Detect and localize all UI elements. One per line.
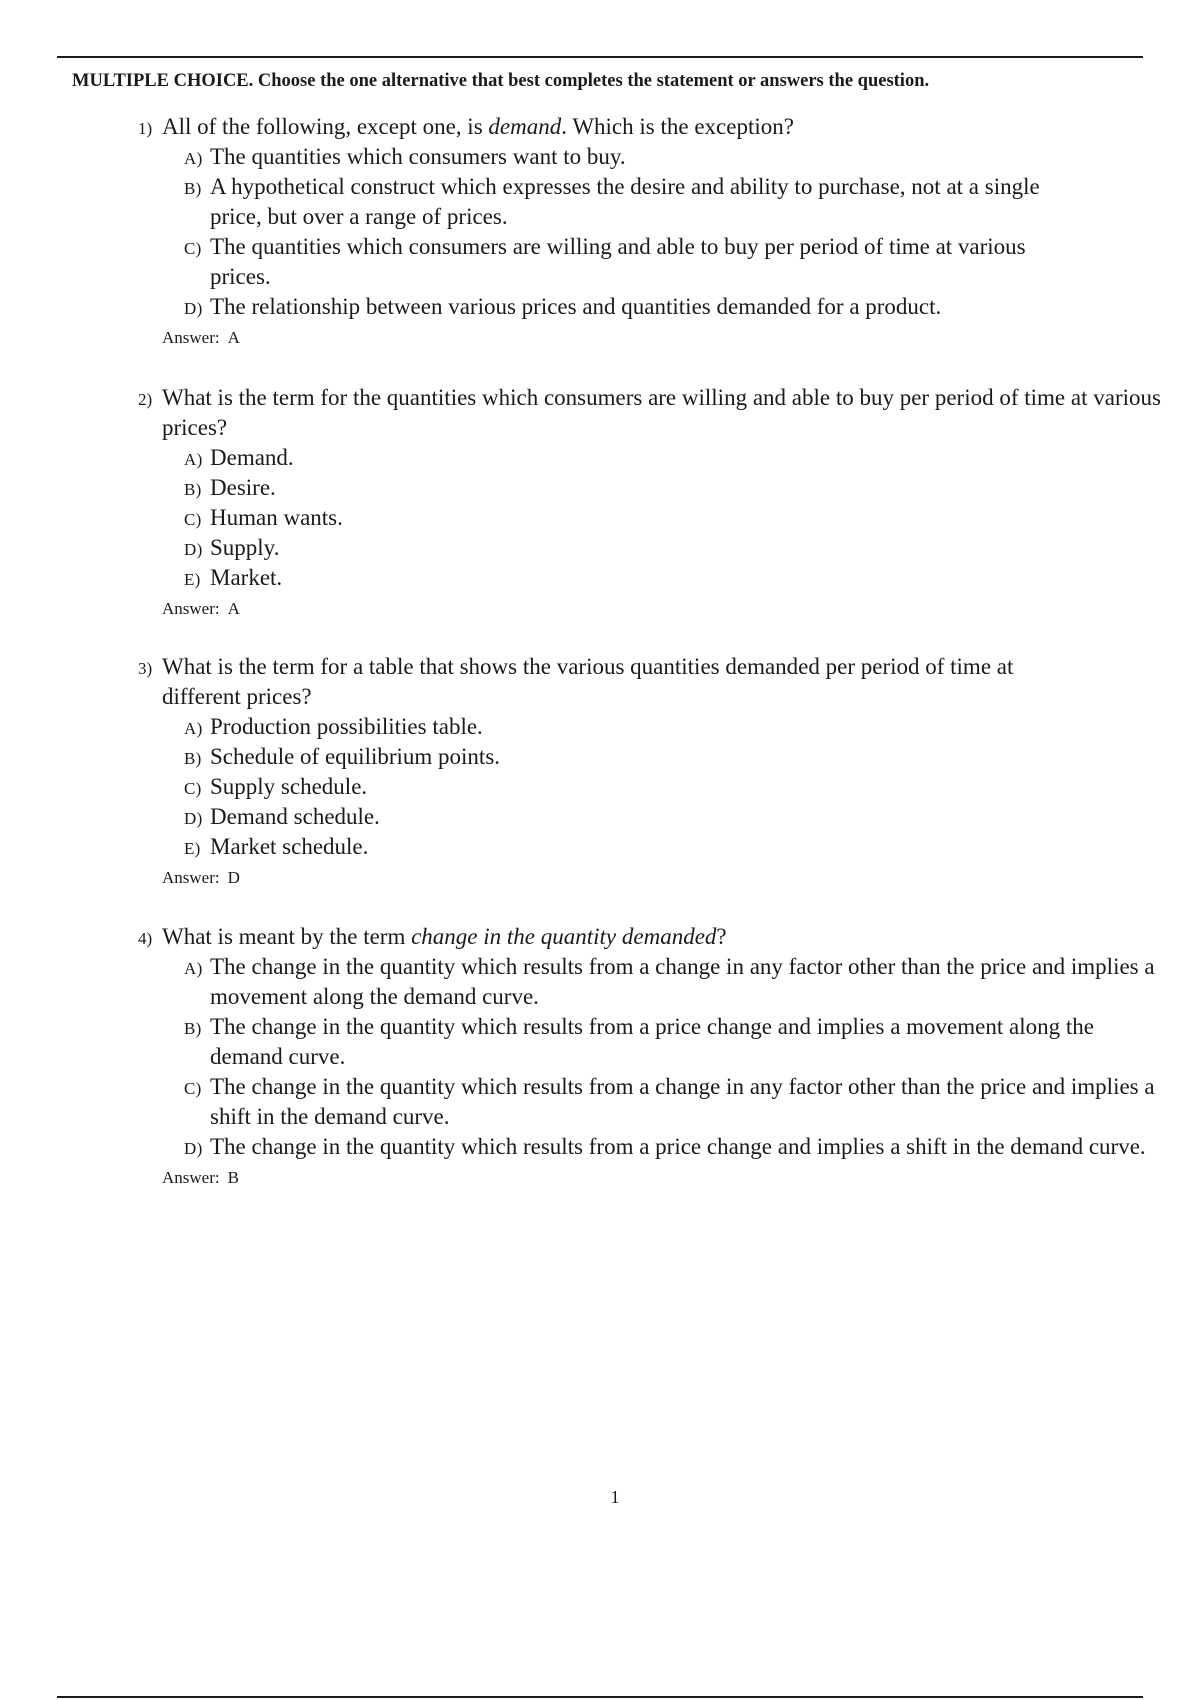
option-label: D) — [184, 1139, 203, 1158]
option-a — [138, 443, 1138, 473]
option-label: B) — [184, 179, 202, 198]
stem-text: What is the term for the quantities which consumers are willing and able to buy per period of time at various prices? — [162, 385, 1161, 440]
option-text: Schedule of equilibrium points. — [210, 744, 501, 769]
answer-label: Answer: — [162, 868, 220, 887]
option-label: E) — [184, 570, 201, 589]
option-a — [138, 142, 1138, 172]
option-label: D) — [184, 540, 203, 559]
options-list — [138, 142, 1138, 322]
option-label: C) — [184, 1079, 202, 1098]
question-1 — [138, 112, 1138, 352]
top-rule — [57, 56, 1143, 58]
question-3 — [138, 652, 1138, 892]
options-list — [138, 443, 1138, 593]
option-c — [138, 1072, 1170, 1132]
option-text: Demand schedule. — [210, 804, 380, 829]
stem-emphasis: change in the quantity demanded — [411, 924, 717, 949]
stem-emphasis: demand — [488, 114, 562, 139]
question-number: 2) — [138, 390, 153, 409]
answer-label: Answer: — [162, 599, 220, 618]
question-number: 1) — [138, 119, 153, 138]
option-label: E) — [184, 839, 201, 858]
option-label: B) — [184, 480, 202, 499]
option-b — [138, 473, 1138, 503]
stem-text: All of the following, except one, is — [162, 114, 489, 139]
option-label: D) — [184, 809, 203, 828]
option-label: C) — [184, 510, 202, 529]
options-list — [138, 712, 1138, 862]
option-d — [138, 292, 1138, 322]
option-text: Supply schedule. — [210, 774, 368, 799]
option-label: C) — [184, 779, 202, 798]
option-label: A) — [184, 959, 203, 978]
option-text: The quantities which consumers want to buy. — [210, 144, 626, 169]
option-d — [138, 1132, 1200, 1162]
option-text: Production possibilities table. — [210, 714, 483, 739]
option-label: D) — [184, 299, 203, 318]
option-c — [138, 232, 1090, 292]
option-label: A) — [184, 149, 203, 168]
option-text: The relationship between various prices and quantities demanded for a product. — [210, 294, 942, 319]
option-text: Supply. — [210, 535, 280, 560]
answer-label: Answer: — [162, 1168, 220, 1187]
stem-text: What is the term for a table that shows the various quantities demanded per period of time at different prices? — [162, 654, 1014, 709]
option-label: B) — [184, 1019, 202, 1038]
option-text: Market schedule. — [210, 834, 369, 859]
option-text: The change in the quantity which results from a change in any factor other than the price and implies a shift in the demand curve. — [210, 1074, 1155, 1129]
answer-label: Answer: — [162, 328, 220, 347]
answer-line — [138, 595, 1138, 623]
instructions-heading: MULTIPLE CHOICE. Choose the one alternative that best completes the statement or answers the question. — [72, 71, 930, 91]
option-e — [138, 832, 1138, 862]
option-text: The change in the quantity which results from a change in any factor other than the price and implies a movement along the demand curve. — [210, 954, 1155, 1009]
question-stem — [138, 383, 1162, 443]
stem-text-end: ? — [716, 924, 727, 949]
page-number: 1 — [610, 1487, 620, 1507]
option-text: The change in the quantity which results from a price change and implies a shift in the demand curve. — [210, 1134, 1146, 1159]
answer-value: A — [227, 328, 240, 347]
option-d — [138, 533, 1138, 563]
option-text: Desire. — [210, 475, 276, 500]
question-stem — [138, 922, 1138, 952]
answer-value: A — [227, 599, 240, 618]
answer-value: D — [227, 868, 240, 887]
question-number: 4) — [138, 929, 153, 948]
option-text: The change in the quantity which results from a price change and implies a movement along the demand curve. — [210, 1014, 1094, 1069]
option-a — [138, 952, 1170, 1012]
options-list — [138, 952, 1155, 1162]
bottom-rule — [57, 1696, 1143, 1698]
option-d — [138, 802, 1138, 832]
option-c — [138, 503, 1138, 533]
answer-line — [138, 1164, 1138, 1192]
option-label: C) — [184, 239, 202, 258]
option-b — [138, 172, 1090, 232]
option-label: A) — [184, 719, 203, 738]
option-label: B) — [184, 749, 202, 768]
question-2 — [138, 383, 1161, 623]
question-4 — [138, 922, 1155, 1192]
option-text: The quantities which consumers are willing and able to buy per period of time at various prices. — [210, 234, 1026, 289]
answer-value: B — [227, 1168, 239, 1187]
option-text: Market. — [210, 565, 283, 590]
option-a — [138, 712, 1138, 742]
option-e — [138, 563, 1138, 593]
question-number: 3) — [138, 659, 153, 678]
option-label: A) — [184, 450, 203, 469]
stem-text-end: . Which is the exception? — [561, 114, 794, 139]
option-text: A hypothetical construct which expresses the desire and ability to purchase, not at a single price, but over a range of prices. — [210, 174, 1040, 229]
answer-line — [138, 864, 1138, 892]
option-text: Human wants. — [210, 505, 343, 530]
stem-text: What is meant by the term — [162, 924, 412, 949]
option-text: Demand. — [210, 445, 294, 470]
option-b — [138, 742, 1138, 772]
option-c — [138, 772, 1138, 802]
question-stem — [138, 112, 1138, 142]
option-b — [138, 1012, 1170, 1072]
answer-line — [138, 324, 1138, 352]
question-stem — [138, 652, 1082, 712]
